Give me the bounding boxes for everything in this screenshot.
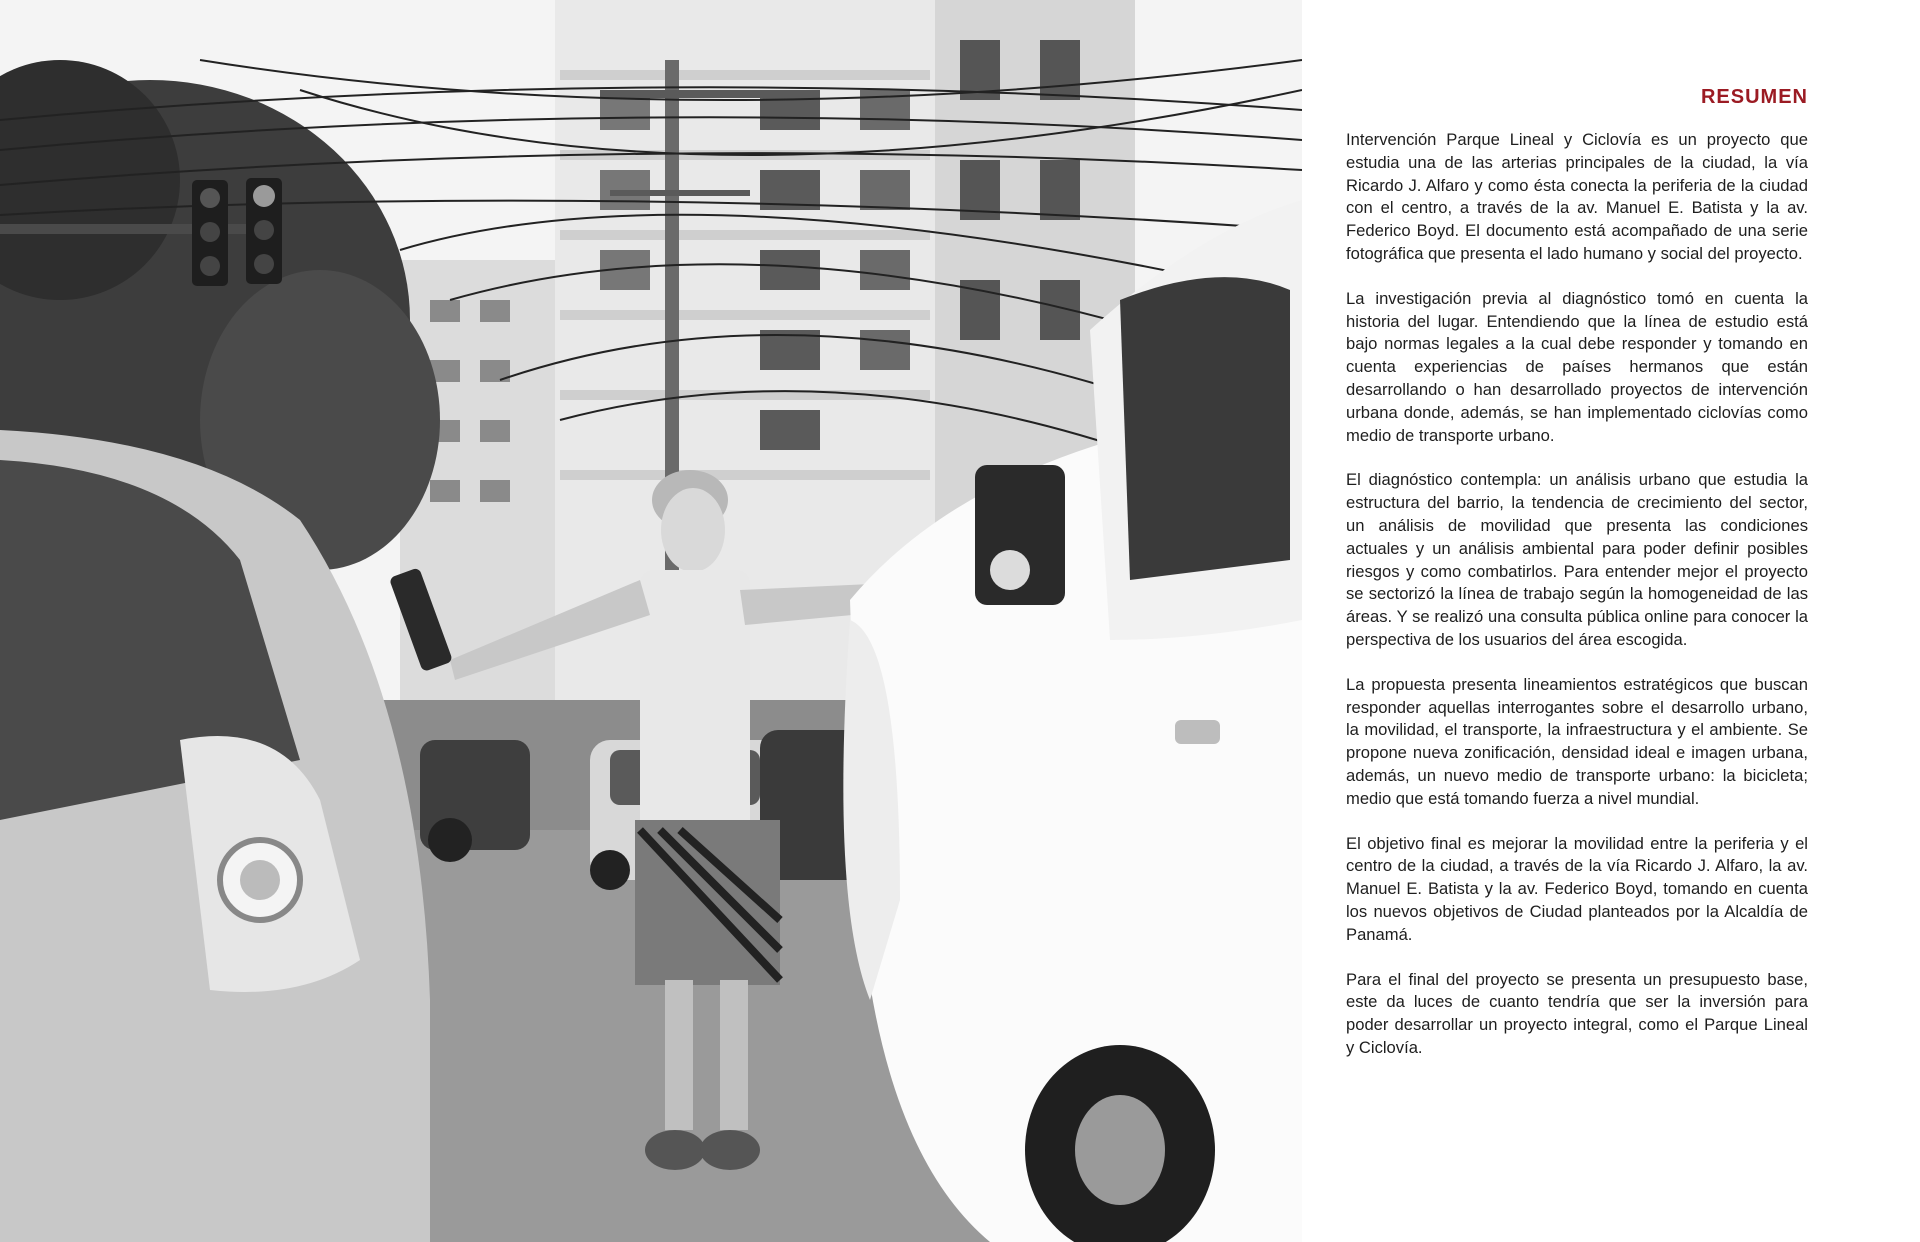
summary-paragraph: La investigación previa al diagnóstico tomó en cuenta la historia del lugar. Entendiendo que la línea de estudio está bajo normas legales a la cual debe responder y tomando en cuenta experiencias de países hermanos que están desarrollando o han desarrollado proyectos de intervención urbana donde, además, se han implementado ciclovías como medio de transporte urbano. bbox=[1346, 288, 1808, 445]
summary-paragraph: El diagnóstico contempla: un análisis urbano que estudia la estructura del barrio, la tendencia de crecimiento del sector, un análisis de movilidad que presenta las condiciones actuales y un análisis ambiental para poder definir posibles riesgos y como combatirlos. Para entender mejor el proyecto se sectorizó la línea de trabajo según la homogeneidad de las áreas. Y se realizó una consulta pública online para conocer la perspectiva de los usuarios del área escogida. bbox=[1346, 470, 1808, 649]
summary-paragraph: Intervención Parque Lineal y Ciclovía es un proyecto que estudia una de las arterias principales de la ciudad, la vía Ricardo J. Alfaro y como ésta conecta la periferia de la ciudad con el centro, a través de la av. Manuel E. Batista y la av. Federico Boyd. El documento está acompañado de una serie fotográfica que presenta el lado humano y social del proyecto. bbox=[1346, 130, 1808, 263]
summary-paragraph: El objetivo final es mejorar la movilidad entre la periferia y el centro de la ciudad, a través de la vía Ricardo J. Alfaro, la av. Manuel E. Batista y la av. Federico Boyd, tomando en cuenta los nuevos objetivos de Ciudad planteados por la Alcaldía de Panamá. bbox=[1346, 833, 1808, 944]
section-heading: RESUMEN bbox=[1700, 86, 1808, 108]
summary-paragraph: Para el final del proyecto se presenta un presupuesto base, este da luces de cuanto tendría que ser la inversión para poder desarrollar un proyecto integral, como el Parque Lineal y Ciclovía. bbox=[1346, 969, 1808, 1057]
summary-section bbox=[1346, 86, 1808, 1082]
summary-paragraph: La propuesta presenta lineamientos estratégicos que buscan responder aquellas interrogantes sobre el desarrollo urbano, la movilidad, el transporte, la infraestructura y el ambiente. Se propone nueva zonificación, densidad ideal e imagen urbana, además, un nuevo medio de transporte urbano: la bicicleta; medio que está tomando fuerza a nivel mundial. bbox=[1346, 674, 1808, 808]
